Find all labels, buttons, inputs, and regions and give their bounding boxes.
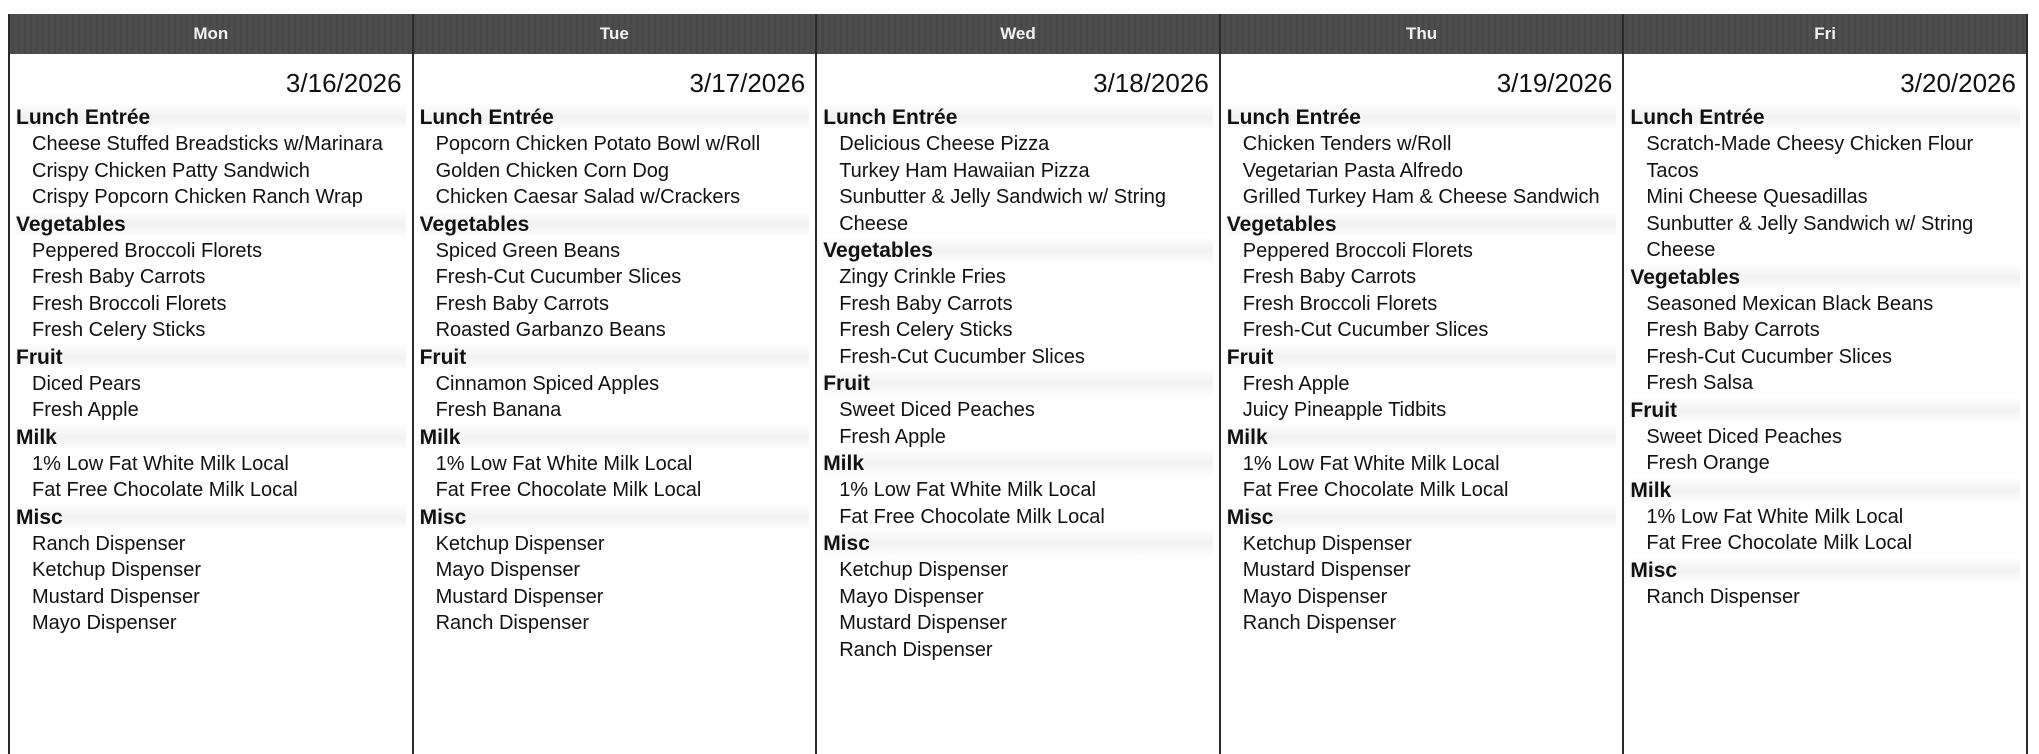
menu-item: Golden Chicken Corn Dog — [435, 159, 670, 182]
menu-item: Vegetarian Pasta Alfredo — [1242, 159, 1463, 182]
menu-item-list — [1227, 451, 1617, 504]
menu-item: Fresh Baby Carrots — [1646, 319, 1820, 341]
menu-item: Ranch Dispenser — [435, 612, 590, 634]
menu-item: Fat Free Chocolate Milk Local — [32, 479, 298, 501]
menu-item-list — [420, 238, 810, 344]
menu-item: Fat Free Chocolate Milk Local — [435, 479, 702, 501]
menu-item-list — [1630, 504, 2020, 557]
menu-item: Crispy Chicken Patty Sandwich — [32, 159, 310, 182]
menu-item: Sweet Diced Peaches — [1646, 425, 1843, 448]
menu-section-title: Misc — [1227, 504, 1617, 531]
menu-item: Fresh Baby Carrots — [435, 292, 609, 315]
menu-item: Ranch Dispenser — [839, 638, 993, 661]
menu-item: Mustard Dispenser — [839, 612, 1008, 634]
menu-item: Chicken Tenders w/Roll — [1242, 133, 1452, 155]
menu-item: Fresh Apple — [839, 425, 946, 448]
menu-item: Roasted Garbanzo Beans — [435, 319, 666, 341]
menu-item: Ranch Dispenser — [1242, 612, 1397, 634]
menu-section-title: Lunch Entrée — [1630, 104, 2020, 131]
menu-item: Delicious Cheese Pizza — [839, 133, 1050, 155]
menu-section-title: Milk — [823, 450, 1213, 477]
menu-item: Peppered Broccoli Florets — [32, 239, 263, 262]
menu-item: 1% Low Fat White Milk Local — [435, 452, 693, 475]
menu-item: Seasoned Mexican Black Beans — [1646, 292, 1934, 315]
day-column-thu — [1219, 54, 1623, 754]
menu-item: Fresh Broccoli Florets — [1242, 292, 1438, 315]
menu-item: Fresh Apple — [32, 399, 139, 421]
day-column-fri — [1622, 54, 2026, 754]
menu-section-title: Fruit — [1630, 397, 2020, 424]
menu-item-list — [1227, 531, 1617, 637]
menu-item: Ketchup Dispenser — [839, 559, 1009, 581]
menu-item: Sweet Diced Peaches — [839, 399, 1035, 421]
menu-item: Fresh-Cut Cucumber Slices — [1646, 345, 1892, 368]
menu-item: 1% Low Fat White Milk Local — [32, 452, 289, 475]
menu-item: Fresh Baby Carrots — [1242, 266, 1417, 288]
menu-item-list — [420, 131, 810, 211]
menu-section-title: Milk — [16, 424, 406, 451]
menu-section-title: Vegetables — [420, 211, 810, 238]
menu-item: Crispy Popcorn Chicken Ranch Wrap — [32, 186, 363, 208]
day-header-wed: Wed — [815, 14, 1219, 54]
menu-section-title: Vegetables — [1630, 264, 2020, 291]
day-header-tue: Tue — [412, 14, 816, 54]
menu-item: Fresh Celery Sticks — [32, 319, 206, 341]
menu-item: Popcorn Chicken Potato Bowl w/Roll — [435, 133, 761, 155]
menu-item-list — [16, 531, 406, 637]
menu-item-list — [1227, 238, 1617, 344]
menu-item: Fresh Salsa — [1646, 372, 1754, 394]
menu-item-list — [16, 371, 406, 424]
menu-item: Mini Cheese Quesadillas — [1646, 186, 1868, 208]
menu-item: Mayo Dispenser — [435, 559, 581, 581]
menu-item: Mustard Dispenser — [435, 585, 604, 608]
menu-item: Ranch Dispenser — [1646, 585, 1800, 608]
menu-item: 1% Low Fat White Milk Local — [1646, 505, 1904, 528]
menu-item-list — [420, 451, 810, 504]
menu-item-list — [823, 557, 1213, 663]
menu-section-title: Lunch Entrée — [420, 104, 810, 131]
menu-section-title: Misc — [16, 504, 406, 531]
menu-item: Zingy Crinkle Fries — [839, 266, 1006, 288]
menu-item: 1% Low Fat White Milk Local — [1242, 452, 1500, 475]
day-column-wed — [815, 54, 1219, 754]
menu-item: Ketchup Dispenser — [1242, 532, 1412, 555]
day-header-fri: Fri — [1622, 14, 2026, 54]
menu-section-title: Lunch Entrée — [16, 104, 406, 131]
menu-item: Fat Free Chocolate Milk Local — [839, 505, 1105, 528]
menu-item-list — [420, 371, 810, 424]
menu-item: Mayo Dispenser — [1242, 585, 1388, 608]
menu-section-title: Fruit — [420, 344, 810, 371]
menu-item-list — [420, 531, 810, 637]
menu-item: Fresh Baby Carrots — [32, 266, 206, 288]
menu-item: Fresh Baby Carrots — [839, 292, 1013, 315]
day-column-mon — [10, 54, 412, 754]
menu-section-title: Milk — [1630, 477, 2020, 504]
menu-item-list — [823, 477, 1213, 530]
menu-item: Mustard Dispenser — [32, 585, 200, 608]
day-columns — [10, 54, 2026, 754]
menu-item-list — [823, 131, 1213, 237]
menu-item: Mayo Dispenser — [32, 612, 177, 634]
menu-section-title: Milk — [420, 424, 810, 451]
menu-item: Cheese Stuffed Breadsticks w/Marinara — [32, 133, 383, 155]
menu-item: Ketchup Dispenser — [435, 532, 605, 555]
menu-item-list — [16, 131, 406, 211]
menu-item: Fat Free Chocolate Milk Local — [1646, 532, 1913, 554]
menu-item: Scratch-Made Cheesy Chicken Flour Tacos — [1646, 133, 1974, 182]
menu-item: Sunbutter & Jelly Sandwich w/ String Cheese — [839, 186, 1167, 235]
weekday-header-row — [10, 14, 2026, 54]
menu-section-title: Misc — [823, 530, 1213, 557]
menu-item-list — [1227, 371, 1617, 424]
menu-item: Peppered Broccoli Florets — [1242, 239, 1473, 262]
menu-section-title: Misc — [1630, 557, 2020, 584]
menu-item: Ranch Dispenser — [32, 532, 186, 555]
menu-item-list — [1630, 131, 2020, 264]
menu-item: Fresh Orange — [1646, 452, 1770, 474]
menu-calendar — [8, 14, 2028, 754]
menu-section-title: Vegetables — [823, 237, 1213, 264]
menu-item: Mustard Dispenser — [1242, 559, 1411, 581]
menu-section-title: Fruit — [823, 370, 1213, 397]
menu-section-title: Milk — [1227, 424, 1617, 451]
day-header-thu: Thu — [1219, 14, 1623, 54]
menu-item: Cinnamon Spiced Apples — [435, 372, 660, 395]
menu-item: 1% Low Fat White Milk Local — [839, 479, 1096, 501]
menu-date: 3/19/2026 — [1496, 68, 1613, 98]
menu-item: Fresh Broccoli Florets — [32, 292, 227, 315]
menu-date: 3/20/2026 — [1900, 68, 2016, 98]
menu-item: Spiced Green Beans — [435, 239, 621, 262]
menu-item: Grilled Turkey Ham & Cheese Sandwich — [1242, 186, 1600, 208]
menu-item: Mayo Dispenser — [839, 585, 984, 608]
menu-item: Fresh Apple — [1242, 372, 1350, 395]
menu-date: 3/17/2026 — [689, 68, 806, 98]
menu-section-title: Vegetables — [1227, 211, 1617, 238]
menu-item: Fat Free Chocolate Milk Local — [1242, 479, 1509, 501]
menu-section-title: Vegetables — [16, 211, 406, 238]
menu-date: 3/18/2026 — [1093, 68, 1209, 98]
day-header-mon: Mon — [193, 24, 229, 43]
menu-item: Fresh-Cut Cucumber Slices — [1242, 319, 1489, 341]
menu-item-list — [1630, 584, 2020, 611]
menu-item: Fresh Celery Sticks — [839, 319, 1013, 341]
menu-item: Chicken Caesar Salad w/Crackers — [435, 186, 741, 208]
menu-section-title: Misc — [420, 504, 810, 531]
menu-item-list — [16, 451, 406, 504]
menu-item: Juicy Pineapple Tidbits — [1242, 399, 1447, 421]
menu-item-list — [823, 264, 1213, 370]
menu-item-list — [823, 397, 1213, 450]
menu-item-list — [16, 238, 406, 344]
menu-item-list — [1630, 424, 2020, 477]
menu-item: Sunbutter & Jelly Sandwich w/ String Cheese — [1646, 212, 1974, 261]
menu-item: Fresh Banana — [435, 399, 562, 421]
menu-item: Diced Pears — [32, 372, 141, 395]
menu-date: 3/16/2026 — [285, 68, 402, 98]
menu-section-title: Lunch Entrée — [823, 104, 1213, 131]
menu-item-list — [1630, 291, 2020, 397]
menu-section-title: Lunch Entrée — [1227, 104, 1617, 131]
menu-item: Ketchup Dispenser — [32, 559, 201, 581]
menu-item-list — [1227, 131, 1617, 211]
menu-section-title: Fruit — [16, 344, 406, 371]
menu-item: Turkey Ham Hawaiian Pizza — [839, 159, 1090, 182]
menu-item: Fresh-Cut Cucumber Slices — [839, 345, 1085, 368]
menu-section-title: Fruit — [1227, 344, 1617, 371]
day-column-tue — [412, 54, 816, 754]
menu-item: Fresh-Cut Cucumber Slices — [435, 266, 682, 288]
